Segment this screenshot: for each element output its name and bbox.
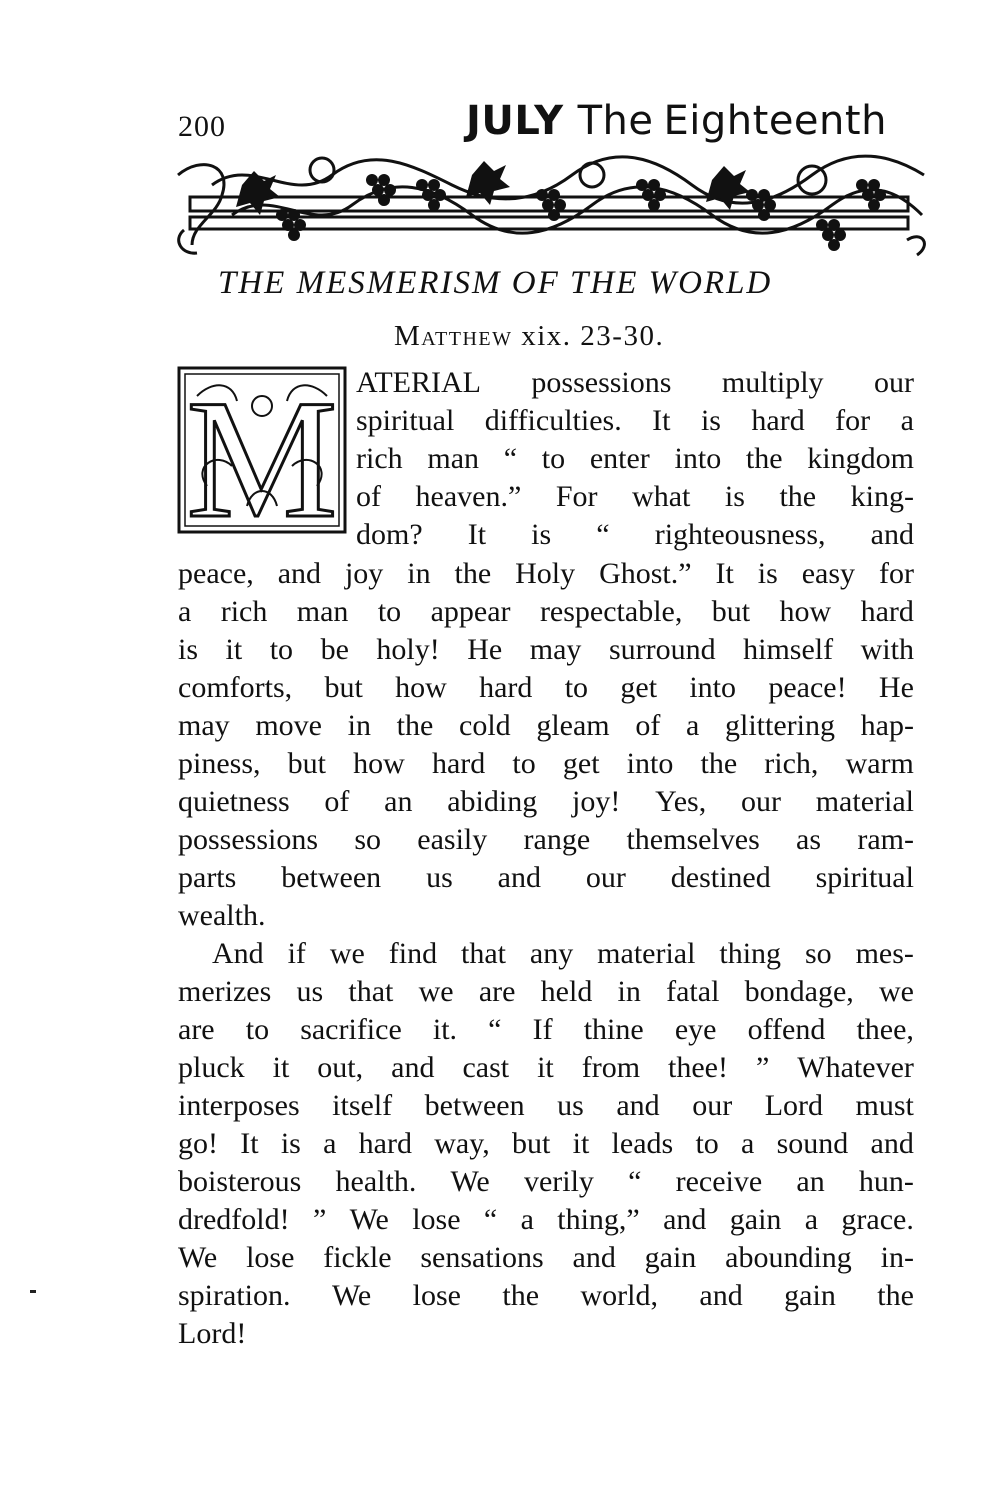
scripture-reference xyxy=(394,320,664,353)
text-line: Lord! xyxy=(178,1317,247,1350)
text-line: may move in the cold gleam of a glittering hap- xyxy=(178,709,914,742)
page-number: 200 xyxy=(178,110,226,143)
text-line: We lose fickle sensations and gain abounding in- xyxy=(178,1241,914,1274)
drop-cap-wrap-text xyxy=(356,364,914,554)
text-line: And if we find that any material thing so mes- xyxy=(212,937,914,970)
text-line: ATERIAL possessions multiply our xyxy=(356,366,914,399)
vine-ornament-band xyxy=(172,145,932,265)
paragraph-2 xyxy=(178,935,914,1353)
text-line: dom? It is “ righteousness, and xyxy=(356,518,914,551)
text-line: possessions so easily range themselves as ram- xyxy=(178,823,914,856)
text-line: spiritual difficulties. It is hard for a xyxy=(356,404,914,437)
text-line: pluck it out, and cast it from thee! ” Whatever xyxy=(178,1051,914,1084)
text-line: merizes us that we are held in fatal bondage, we xyxy=(178,975,914,1008)
text-line: piness, but how hard to get into the rich, warm xyxy=(178,747,914,780)
scripture-book: Matthew xyxy=(394,320,513,352)
text-line: rich man “ to enter into the kingdom xyxy=(356,442,914,475)
text-line: parts between us and our destined spiritual xyxy=(178,861,914,894)
paragraph-1 xyxy=(178,555,914,935)
running-head-day: Eighteenth xyxy=(663,98,887,144)
running-head-month: JULY xyxy=(466,98,564,144)
text-line: are to sacrifice it. “ If thine eye offend thee, xyxy=(178,1013,914,1046)
ornate-drop-cap xyxy=(177,366,347,534)
text-line: of heaven.” For what is the king- xyxy=(356,480,914,513)
text-line: boisterous health. We verily “ receive an hun- xyxy=(178,1165,914,1198)
text-line: interposes itself between us and our Lord must xyxy=(178,1089,914,1122)
text-line: spiration. We lose the world, and gain the xyxy=(178,1279,914,1312)
drop-cap-letter: M xyxy=(186,366,338,534)
running-head-the: The xyxy=(577,98,654,144)
running-head xyxy=(466,98,887,144)
text-line: peace, and joy in the Holy Ghost.” It is easy for xyxy=(178,557,914,590)
margin-mark xyxy=(30,1290,36,1293)
text-line: is it to be holy! He may surround himself with xyxy=(178,633,914,666)
scripture-verses: xix. 23-30. xyxy=(512,320,665,352)
text-line: dredfold! ” We lose “ a thing,” and gain a grace. xyxy=(178,1203,914,1236)
text-line: go! It is a hard way, but it leads to a sound and xyxy=(178,1127,914,1160)
text-line: quietness of an abiding joy! Yes, our material xyxy=(178,785,914,818)
text-line: a rich man to appear respectable, but how hard xyxy=(178,595,914,628)
chapter-title: THE MESMERISM OF THE WORLD xyxy=(218,265,773,301)
text-line: comforts, but how hard to get into peace! He xyxy=(178,671,914,704)
text-line: wealth. xyxy=(178,899,266,932)
